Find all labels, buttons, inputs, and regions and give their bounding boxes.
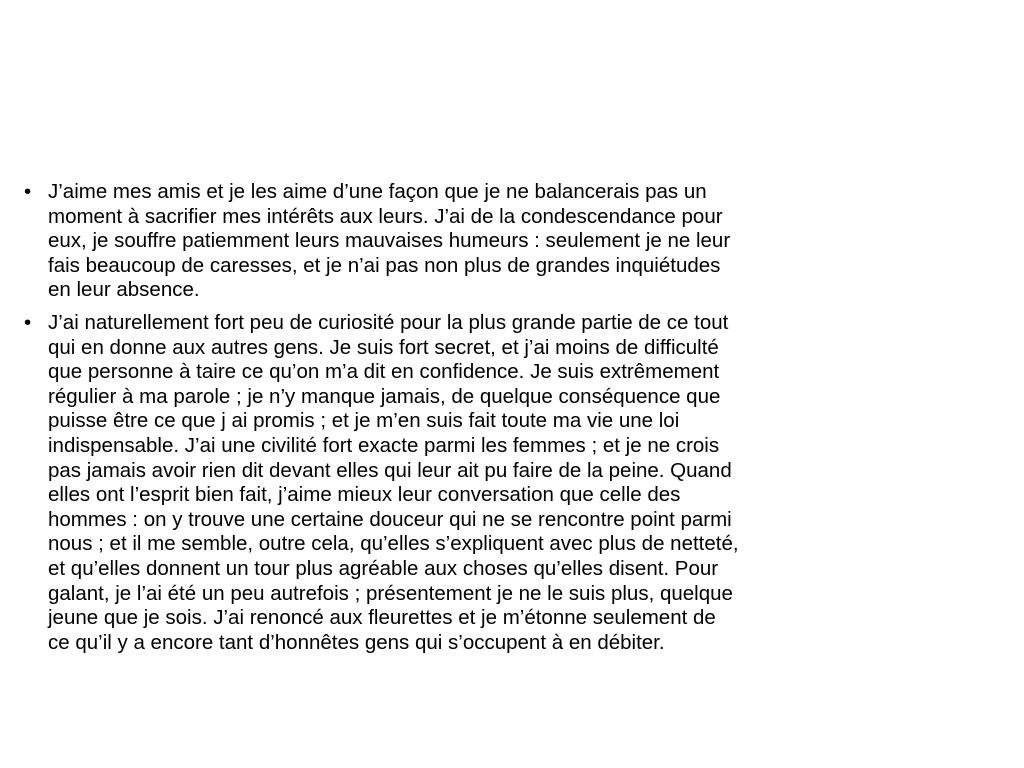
text-line: galant, je l’ai été un peu autrefois ; présentement je ne le suis plus, quelque xyxy=(48,581,733,605)
text-line: jeune que je sois. J’ai renoncé aux fleurettes et je m’étonne seulement de xyxy=(48,606,716,630)
text-line: nous ; et il me semble, outre cela, qu’elles s’expliquent avec plus de netteté, xyxy=(48,532,739,556)
text-line: que personne à taire ce qu’on m’a dit en confidence. Je suis extrêmement xyxy=(48,360,720,384)
bullet-item-2 xyxy=(24,311,944,655)
text-line: régulier à ma parole ; je n’y manque jamais, de quelque conséquence que xyxy=(48,384,721,408)
text-line: indispensable. J’ai une civilité fort exacte parmi les femmes ; et je ne crois xyxy=(48,433,720,457)
bullet-text xyxy=(48,180,944,303)
text-line: en leur absence. xyxy=(48,278,200,302)
text-line: et qu’elles donnent un tour plus agréable aux choses qu’elles disent. Pour xyxy=(48,556,719,580)
text-line: puisse être ce que j ai promis ; et je m’en suis fait toute ma vie une loi xyxy=(48,409,680,433)
bullet-item-1 xyxy=(24,180,944,303)
bullet-text xyxy=(48,311,944,655)
text-line: pas jamais avoir rien dit devant elles qui leur ait pu faire de la peine. Quand xyxy=(48,458,732,482)
text-line: J’ai naturellement fort peu de curiosité pour la plus grande partie de ce tout xyxy=(48,310,729,334)
bullet-icon: • xyxy=(24,180,32,203)
text-line: fais beaucoup de caresses, et je n’ai pas non plus de grandes inquiétudes xyxy=(48,253,721,277)
text-line: elles ont l’esprit bien fait, j’aime mieux leur conversation que celle des xyxy=(48,483,681,507)
text-line: J’aime mes amis et je les aime d’une façon que je ne balancerais pas un xyxy=(48,180,707,203)
text-line: moment à sacrifier mes intérêts aux leurs. J’ai de la condescendance pour xyxy=(48,204,723,228)
bullet-list xyxy=(24,180,944,663)
bullet-icon: • xyxy=(24,310,32,334)
text-line: eux, je souffre patiemment leurs mauvaises humeurs : seulement je ne leur xyxy=(48,229,731,253)
text-line: hommes : on y trouve une certaine douceur qui ne se rencontre point parmi xyxy=(48,507,732,531)
text-line: qui en donne aux autres gens. Je suis fort secret, et j’ai moins de difficulté xyxy=(48,335,719,359)
text-line: ce qu’il y a encore tant d’honnêtes gens qui s’occupent à en débiter. xyxy=(48,630,665,654)
